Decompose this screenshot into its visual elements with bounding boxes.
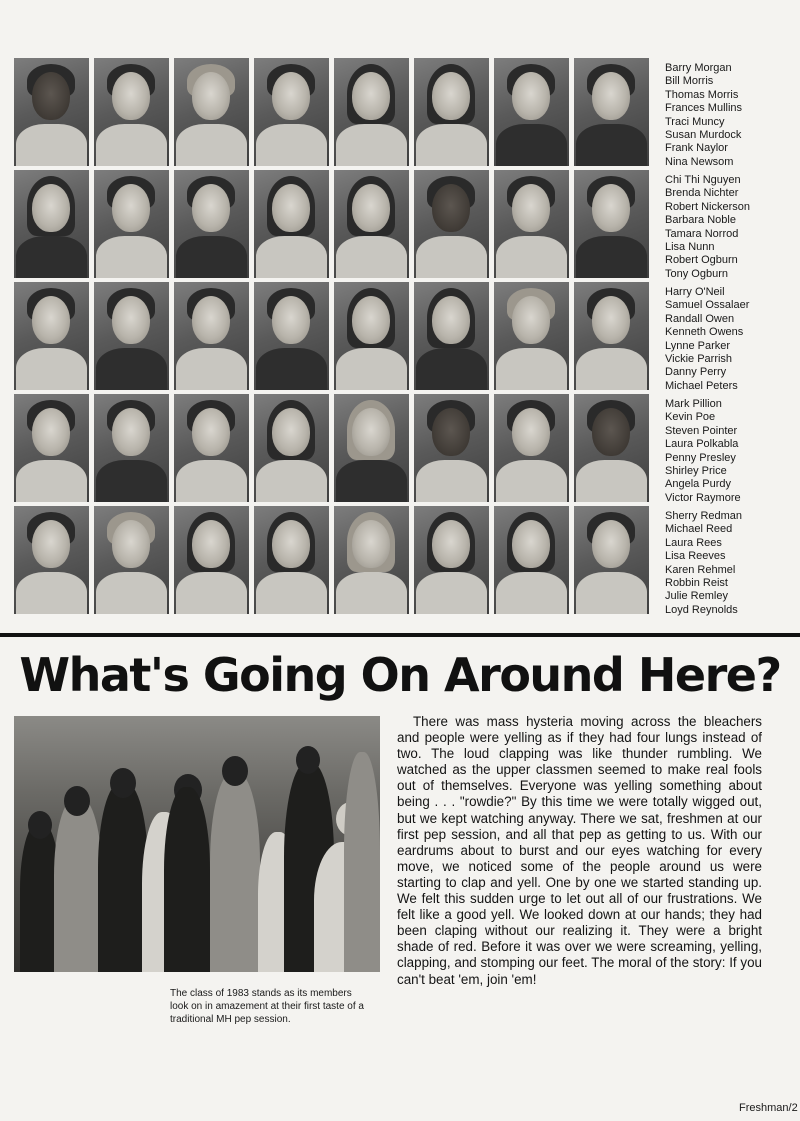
- name-list: [665, 286, 800, 393]
- student-portrait: [94, 170, 169, 278]
- student-name: Traci Muncy: [665, 115, 725, 128]
- student-name: Loyd Reynolds: [665, 603, 738, 616]
- student-portrait: [414, 282, 489, 390]
- portrait-strip: [14, 394, 654, 502]
- student-name: Julie Remley: [665, 590, 728, 603]
- student-portrait: [494, 170, 569, 278]
- student-name: Kevin Poe: [665, 411, 716, 424]
- portrait-strip: [14, 282, 654, 390]
- pep-session-photo: [14, 716, 380, 972]
- student-portrait: [94, 58, 169, 166]
- student-portrait: [94, 506, 169, 614]
- name-list: [665, 398, 800, 505]
- portrait-row: [14, 58, 800, 166]
- student-portrait: [494, 282, 569, 390]
- student-portrait: [574, 394, 649, 502]
- student-name: Lisa Reeves: [665, 550, 726, 563]
- student-portrait: [574, 170, 649, 278]
- student-name: Vickie Parrish: [665, 353, 733, 366]
- student-name: Steven Pointer: [665, 424, 738, 437]
- student-name: Laura Rees: [665, 536, 722, 549]
- student-name: Harry O'Neil: [665, 286, 725, 298]
- student-name: Laura Polkabla: [665, 438, 739, 451]
- student-name: Frank Naylor: [665, 142, 728, 155]
- student-name: Chi Thi Nguyen: [665, 174, 741, 186]
- student-portrait: [174, 170, 249, 278]
- student-portrait: [254, 506, 329, 614]
- name-list: [665, 510, 800, 617]
- story-text: There was mass hysteria moving across the bleachers and people were yelling as if they had four lungs instead of two. The loud clapping was like thunder rumbling. We watched as the upper classmen seemed to make real fools out of themselves. Everyone was yelling something about being . . . "rowdie?" By this time we were totally wigged out, but we kept watching anyway. There we sat, freshmen at our first pep session, and all that pep as getting to us. With our eardrums about to burst and our eyes watching for every move, we noticed some of the people around us were starting to clap and yell. One by one we started standing up. We felt this sudden urge to let out all of our frustrations. We felt like a good yell. We looked down at our hands; they had been claping without our realizing it. They were a bright shade of red. Before it was over we were screaming, yelling, clapping, and stomping our feet. The moral of the story: If you can't beat 'em, join 'em!: [397, 714, 762, 987]
- student-name: Randall Owen: [665, 312, 735, 325]
- name-list: [665, 62, 800, 169]
- student-portrait: [254, 170, 329, 278]
- student-name: Nina Newsom: [665, 155, 734, 168]
- student-name: Brenda Nichter: [665, 187, 739, 200]
- student-name: Tamara Norrod: [665, 227, 739, 240]
- page-footer: Freshman/2: [739, 1102, 798, 1114]
- page-heading: What's Going On Around Here?: [19, 648, 781, 702]
- portrait-strip: [14, 58, 654, 166]
- student-portrait: [14, 506, 89, 614]
- student-portrait: [94, 394, 169, 502]
- student-portrait: [334, 394, 409, 502]
- student-name: Kenneth Owens: [665, 326, 744, 339]
- student-name: Bill Morris: [665, 75, 714, 88]
- student-portrait: [574, 282, 649, 390]
- student-name: Lynne Parker: [665, 339, 731, 352]
- student-portrait: [414, 58, 489, 166]
- student-name: Angela Purdy: [665, 478, 732, 491]
- student-name: Tony Ogburn: [665, 267, 728, 280]
- student-name: Sherry Redman: [665, 510, 743, 522]
- portrait-strip: [14, 170, 654, 278]
- student-name: Barbara Noble: [665, 214, 736, 227]
- student-portrait: [334, 58, 409, 166]
- student-name: Penny Presley: [665, 451, 736, 464]
- student-portrait: [334, 506, 409, 614]
- student-portrait: [174, 506, 249, 614]
- student-portrait: [254, 394, 329, 502]
- student-portrait: [254, 58, 329, 166]
- student-name: Lisa Nunn: [665, 241, 715, 254]
- portrait-row: [14, 506, 800, 614]
- student-portrait: [414, 394, 489, 502]
- student-portrait: [414, 170, 489, 278]
- photo-caption: The class of 1983 stands as its members look on in amazement at their first taste of a traditional MH pep session.: [170, 988, 364, 1025]
- student-portrait: [494, 506, 569, 614]
- student-name: Danny Perry: [665, 366, 727, 379]
- student-portrait: [14, 394, 89, 502]
- portrait-row: [14, 282, 800, 390]
- name-list: [665, 174, 800, 281]
- student-name: Robert Nickerson: [665, 200, 750, 213]
- student-portrait: [574, 506, 649, 614]
- student-portrait: [14, 170, 89, 278]
- student-name: Michael Peters: [665, 379, 738, 392]
- student-name: Robert Ogburn: [665, 254, 738, 267]
- student-name: Michael Reed: [665, 523, 733, 536]
- student-portrait: [14, 282, 89, 390]
- portrait-row: [14, 170, 800, 278]
- student-portrait: [334, 282, 409, 390]
- student-portrait: [174, 394, 249, 502]
- student-name: Shirley Price: [665, 465, 727, 478]
- student-name: Samuel Ossalaer: [665, 299, 750, 312]
- student-name: Thomas Morris: [665, 88, 739, 101]
- student-portrait: [494, 58, 569, 166]
- section-divider: [0, 633, 800, 637]
- student-portrait: [254, 282, 329, 390]
- student-name: Karen Rehmel: [665, 563, 736, 576]
- student-name: Susan Murdock: [665, 129, 742, 142]
- student-name: Frances Mullins: [665, 102, 743, 115]
- student-portrait: [414, 506, 489, 614]
- portrait-strip: [14, 506, 654, 614]
- student-portrait: [94, 282, 169, 390]
- student-portrait: [174, 282, 249, 390]
- student-name: Barry Morgan: [665, 62, 732, 74]
- student-name: Robbin Reist: [665, 577, 728, 590]
- student-portrait: [574, 58, 649, 166]
- student-name: Victor Raymore: [665, 491, 741, 504]
- student-portrait: [174, 58, 249, 166]
- student-portrait: [14, 58, 89, 166]
- student-portrait: [494, 394, 569, 502]
- portrait-row: [14, 394, 800, 502]
- student-name: Mark Pillion: [665, 398, 722, 410]
- student-portrait: [334, 170, 409, 278]
